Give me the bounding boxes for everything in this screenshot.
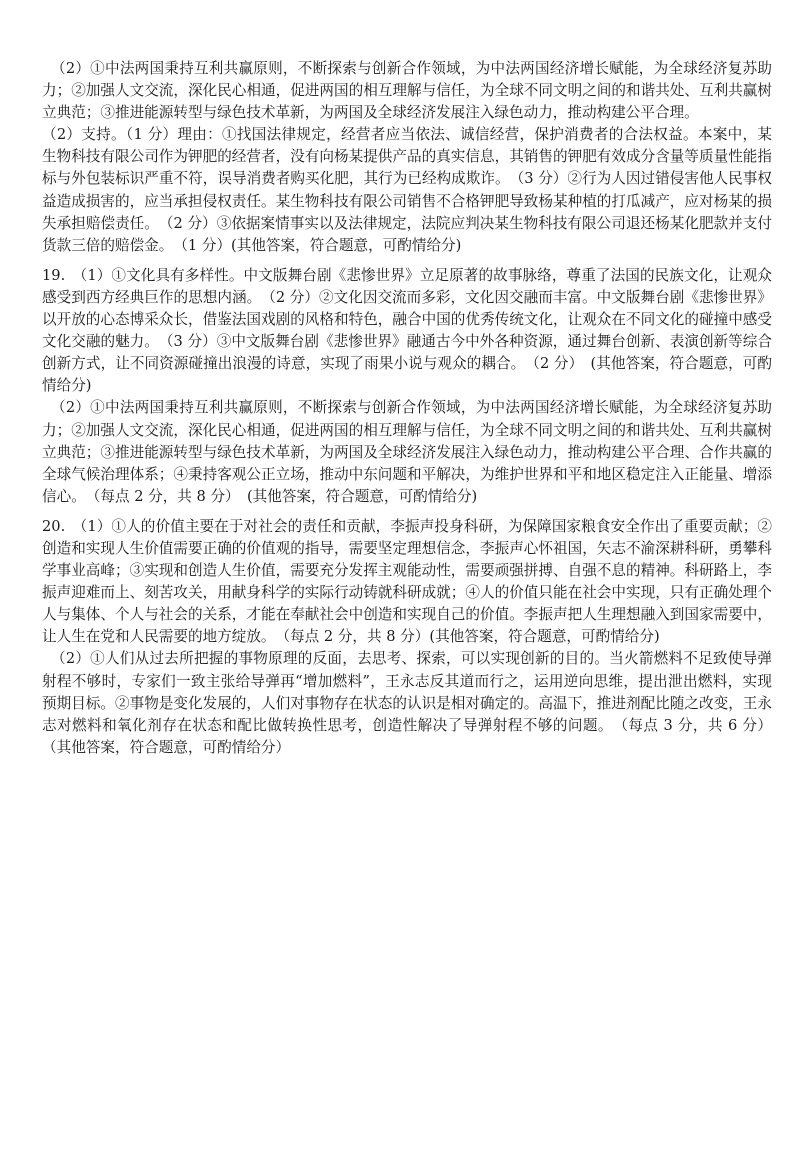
answer-paragraph-q18-2: （2）①中法两国秉持互利共赢原则，不断探索与创新合作领域，为中法两国经济增长赋能，为全球经济复苏助力；②加强人文交流，深化民心相通，促进两国的相互理解与信任，为全球不同文明之间的和谐共处、互利共赢树立典范；③推进能源转型与绿色技术革新，为两国及全球经济发展注入绿色动力，推动构建公平合理。 [42,60,772,122]
paragraph-gap [42,257,772,265]
answer-paragraph-q20-2: （2）①人们从过去所把握的事物原理的反面，去思考、探索，可以实现创新的目的。当火箭燃料不足致使导弹射程不够时，专家们一致主张给导弹再“增加燃料”，王永志反其道而行之，运用逆向思维，提出泄出燃料，实现预期目标。②事物是变化发展的，人们对事物存在状态的认识是相对确定的。高温下，推进剂配比随之改变，王永志对燃料和氧化剂存在状态和配比做转换性思考，创造性解决了导弹射程不够的问题。 （每点 3 分，共 6 分）（其他答案，符合题意，可酌情给分） [42,650,772,756]
answer-paragraph-q20-1: 20. （1）①人的价值主要在于对社会的责任和贡献，李振声投身科研，为保障国家粮食安全作出了重要贡献；②创造和实现人生价值需要正确的价值观的指导，需要坚定理想信念，李振声心怀祖国，矢志不渝深耕科研，勇攀科学事业高峰；③实现和创造人生价值，需要充分发挥主观能动性，需要顽强拼搏、自强不息的精神。科研路上，李振声迎难而上、刻苦攻关，用献身科学的实际行动铸就科研成就；④人的价值只能在社会中实现，只有正确处理个人与集体、个人与社会的关系，才能在奉献社会中创造和实现自己的价值。李振声把人生理想融入到国家需要中，让人生在党和人民需要的地方绽放。 （每点 2 分，共 8 分）(其他答案，符合题意，可酌情给分) [42,517,772,646]
answer-paragraph-support: （2）支持。（1 分）理由：①找国法律规定，经营者应当依法、诚信经营，保护消费者的合法权益。本案中，某生物科技有限公司作为钾肥的经营者，没有向杨某提供产品的真实信息，其销售的钾肥有效成分含量等质量性能指标与外包装标识严重不符，误导消费者购买化肥，其行为已经构成欺诈。 （3 分）②行为人因过错侵害他人民事权益造成损害的，应当承担侵权责任。某生物科技有限公司销售不合格钾肥导致杨某种植的打瓜减产，应对杨某的损失承担赔偿责任。 （2 分）③依据案情事实以及法律规定，法院应判决某生物科技有限公司退还杨某化肥款并支付货款三倍的赔偿金。 （1 分）(其他答案，符合题意，可酌情给分) [42,126,772,254]
answer-paragraph-q19-2: （2）①中法两国秉持互利共赢原则，不断探索与创新合作领域，为中法两国经济增长赋能，为全球经济复苏助力；②加强人文交流，深化民心相通，促进两国的相互理解与信任，为全球不同文明之间的和谐共处、互利共赢树立典范；③推进能源转型与绿色技术革新，为两国及全球经济发展注入绿色动力，推动构建公平合理、合作共赢的全球气候治理体系；④秉持客观公正立场，推动中东问题和平解决，为维护世界和平和地区稳定注入正能量、增添信心。 （每点 2 分，共 8 分） (其他答案，符合题意，可酌情给分) [42,399,772,505]
paragraph-gap [42,508,772,516]
answer-sheet [42,58,772,759]
answer-paragraph-q19-1: 19. （1）①文化具有多样性。中文版舞台剧《悲惨世界》立足原著的故事脉络，尊重了法国的民族文化，让观众感受到西方经典巨作的思想内涵。 （2 分）②文化因交流而多彩，文化因交融而丰富。中文版舞台剧《悲惨世界》以开放的心态博采众长，借鉴法国戏剧的风格和特色，融合中国的优秀传统文化，让观众在不同文化的碰撞中感受文化交融的魅力。 （3 分）③中文版舞台剧《悲惨世界》融通古今中外各种资源，通过舞台创新、表演创新等综合创新方式，让不同资源碰撞出浪漫的诗意，实现了雨果小说与观众的耦合。 （2 分） (其他答案，符合题意，可酌情给分) [42,266,772,395]
